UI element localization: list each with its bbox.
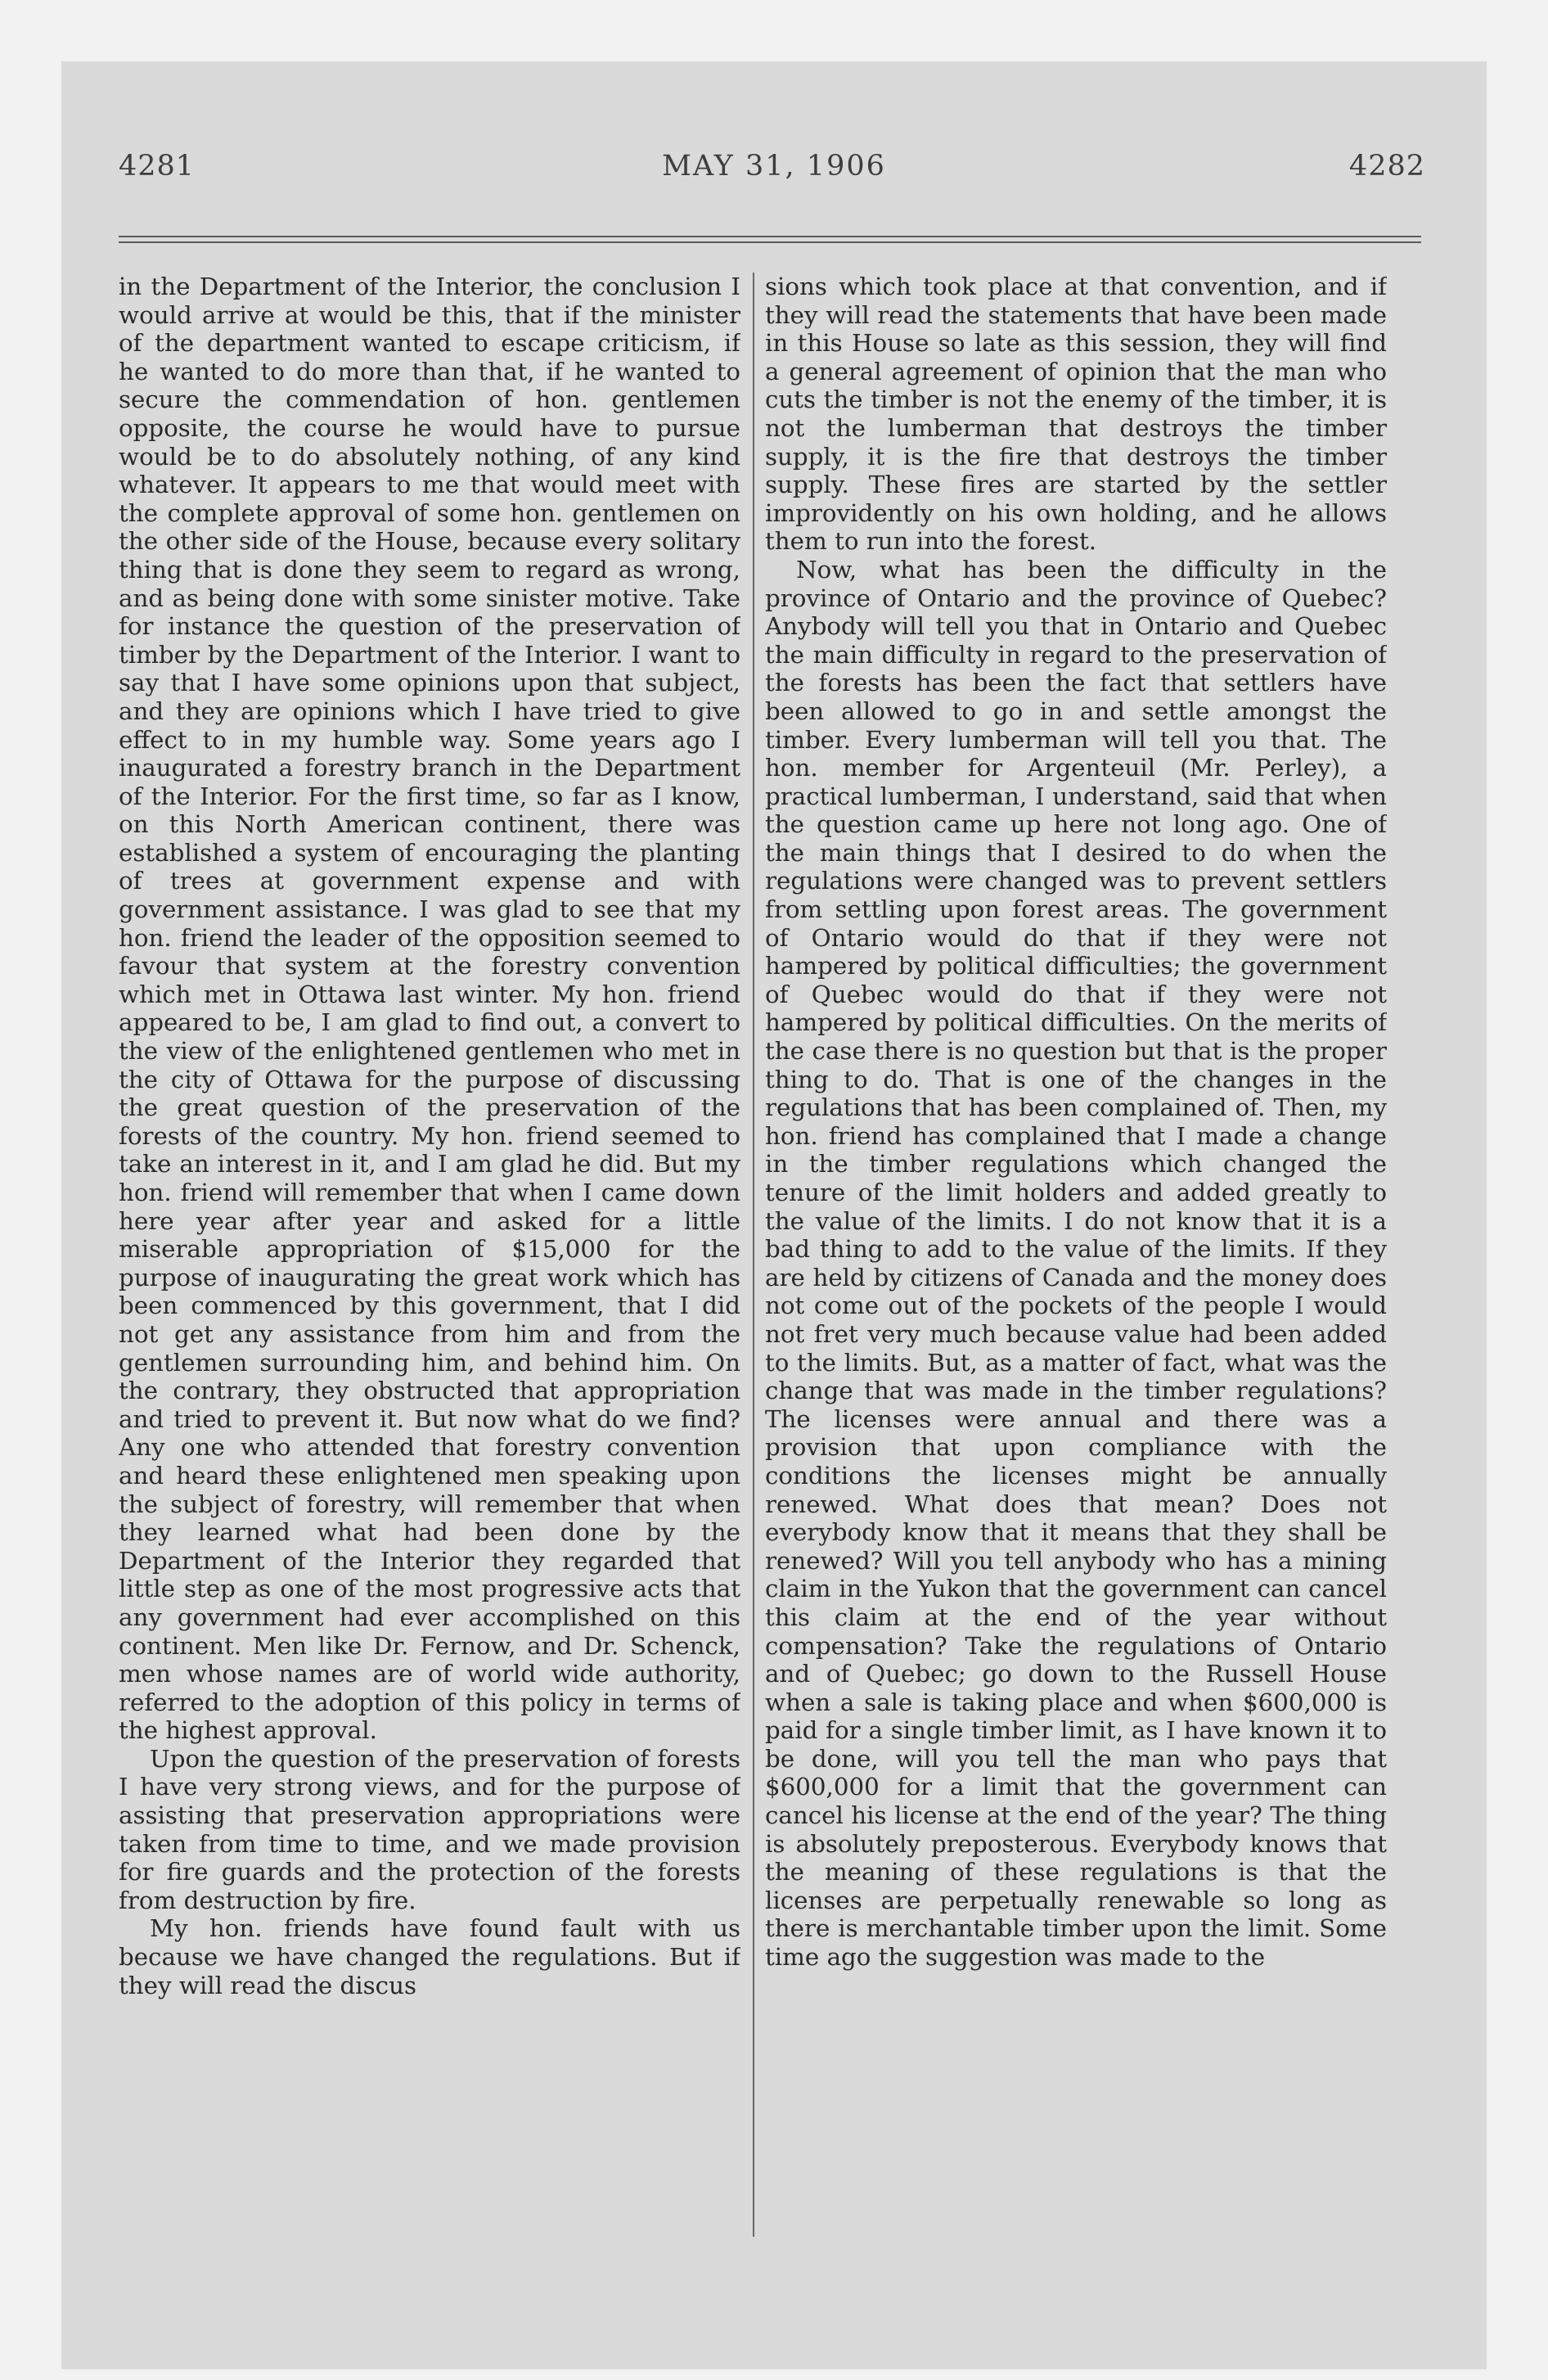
header-rule-top <box>119 236 1421 237</box>
page-number-left: 4281 <box>119 150 196 183</box>
left-column <box>119 273 740 2208</box>
paragraph: sions which took place at that convention, and if they will read the statements that have been made in this House so late as this session, they will find a general agreement of opinion that the man who cuts the timber is not the enemy of the timber, it is not the lumberman that destroys the timber supply, it is the fire that destroys the timber supply. These fires are started by the settler improvidently on his own holding, and he allows them to run into the forest. <box>765 273 1387 556</box>
column-divider <box>753 273 754 2237</box>
scanned-page <box>61 61 1487 2369</box>
paragraph: in the Department of the Interior, the conclusion I would arrive at would be this, that if the minister of the department wanted to escape criticism, if he wanted to do more than that, if he wanted to secure the commendation of hon. gentlemen opposite, the course he would have to pursue would be to do absolutely nothing, of any kind whatever. It appears to me that would meet with the complete approval of some hon. gentlemen on the other side of the House, because every solitary thing that is done they seem to regard as wrong, and as being done with some sinister motive. Take for instance the question of the preservation of timber by the Department of the Interior. I want to say that I have some opinions upon that subject, and they are opinions which I have tried to give effect to in my humble way. Some years ago I inaugurated a forestry branch in the Department of the Interior. For the first time, so far as I know, on this North American continent, there was established a system of encouraging the planting of trees at government expense and with government assistance. I was glad to see that my hon. friend the leader of the opposition seemed to favour that system at the forestry convention which met in Ottawa last winter. My hon. friend appeared to be, I am glad to find out, a convert to the view of the enlightened gentlemen who met in the city of Ottawa for the purpose of discussing the great question of the preservation of the forests of the country. My hon. friend seemed to take an interest in it, and I am glad he did. But my hon. friend will remember that when I came down here year after year and asked for a little miserable appropriation of $15,000 for the purpose of inaugurating the great work which has been commenced by this government, that I did not get any assistance from him and from the gentlemen surrounding him, and behind him. On the contrary, they obstructed that appropriation and tried to prevent it. But now what do we find? Any one who attended that forestry convention and heard these enlightened men speaking upon the subject of forestry, will remember that when they learned what had been done by the Department of the Interior they regarded that little step as one of the most progressive acts that any government had ever accomplished on this continent. Men like Dr. Fernow, and Dr. Schenck, men whose names are of world wide authority, referred to the adoption of this policy in terms of the highest approval. <box>119 273 740 1745</box>
running-title: MAY 31, 1906 <box>662 150 886 183</box>
header-rule-bottom <box>119 241 1421 243</box>
right-column <box>765 273 1387 2208</box>
paragraph: Upon the question of the preservation of forests I have very strong views, and for the purpose of assisting that preservation appropriations were taken from time to time, and we made provision for fire guards and the protection of the forests from destruction by fire. <box>119 1744 740 1914</box>
page-header <box>61 150 1487 199</box>
paragraph: My hon. friends have found fault with us because we have changed the regulations. But if they will read the discus <box>119 1914 740 1999</box>
paragraph: Now, what has been the difficulty in the province of Ontario and the province of Quebec? Anybody will tell you that in Ontario and Quebec the main difficulty in regard to the preservation of the forests has been the fact that settlers have been allowed to go in and settle amongst the timber. Every lumberman will tell you that. The hon. member for Argenteuil (Mr. Perley), a practical lumberman, I understand, said that when the question came up here not long ago. One of the main things that I desired to do when the regulations were changed was to prevent settlers from settling upon forest areas. The government of Ontario would do that if they were not hampered by political difficulties; the government of Quebec would do that if they were not hampered by political difficulties. On the merits of the case there is no question but that is the proper thing to do. That is one of the changes in the regulations that has been complained of. Then, my hon. friend has complained that I made a change in the timber regulations which changed the tenure of the limit holders and added greatly to the value of the limits. I do not know that it is a bad thing to add to the value of the limits. If they are held by citizens of Canada and the money does not come out of the pockets of the people I would not fret very much because value had been added to the limits. But, as a matter of fact, what was the change that was made in the timber regulations? The licenses were annual and there was a provision that upon compliance with the conditions the licenses might be annually renewed. What does that mean? Does not everybody know that it means that they shall be renewed? Will you tell anybody who has a mining claim in the Yukon that the government can cancel this claim at the end of the year without compensation? Take the regulations of Ontario and of Quebec; go down to the Russell House when a sale is taking place and when $600,000 is paid for a single timber limit, as I have known it to be done, will you tell the man who pays that $600,000 for a limit that the government can cancel his license at the end of the year? The thing is absolutely preposterous. Everybody knows that the meaning of these regulations is that the licenses are perpetually renewable so long as there is merchantable timber upon the limit. Some time ago the suggestion was made to the <box>765 555 1387 1972</box>
page-number-right: 4282 <box>1348 150 1425 183</box>
